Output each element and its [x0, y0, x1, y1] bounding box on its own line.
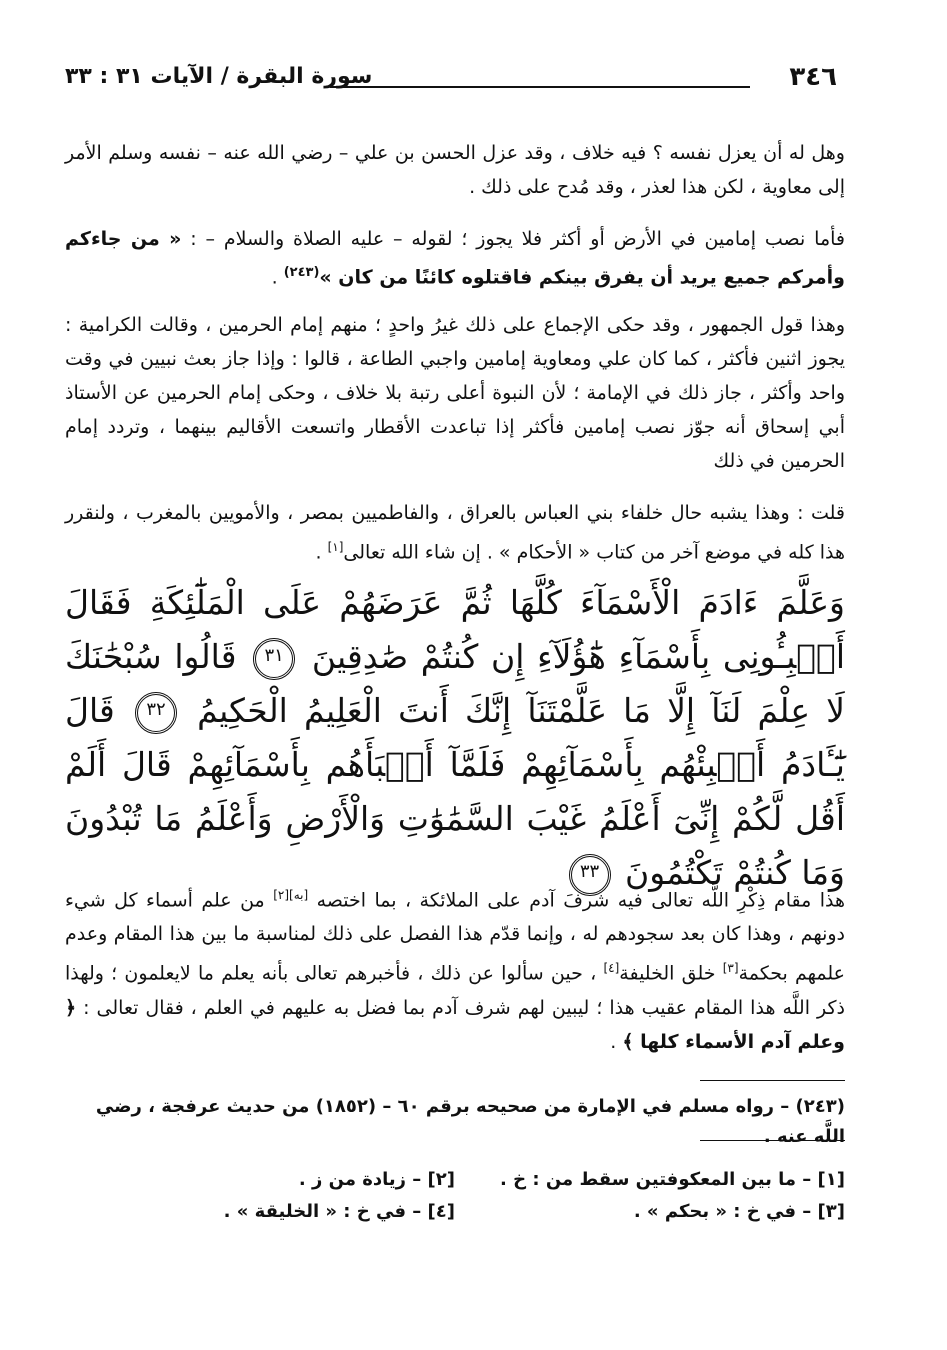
editorial-note-1: [١] – ما بين المعكوفتين سقط من : خ .: [500, 1169, 845, 1190]
editorial-note-3: [٣] – في خ : « بحكم » .: [633, 1201, 845, 1222]
tafsir-text: من علم أسماء كل شيء دونهم ، وهذا كان بعد سجودهم له ، وإنما قدّم هذا الفصل على ذلك لمناسبة ما بين هذا المقام وعدم علمهم بحكمة: [65, 889, 846, 985]
verse-33-text: قَالَ يَٰٓـَٔادَمُ أَنۢبِئْهُم بِأَسْمَآئِهِمْ فَلَمَّآ أَنۢبَأَهُم بِأَسْمَآئِهِمْ قَالَ أَلَمْ أَقُل لَّكُمْ إِنِّىٓ أَعْلَمُ غَيْبَ السَّمَٰوَٰتِ وَالْأَرْضِ وَأَعْلَمُ مَا تُبْدُونَ وَمَا كُنتُمْ تَكْتُمُونَ: [65, 691, 845, 892]
header-rule: [330, 86, 750, 88]
note-ref-4: [٤]: [603, 961, 620, 976]
quran-verses: [65, 576, 845, 900]
paragraph-text: قلت : وهذا يشبه حال خلفاء بني العباس بالعراق ، والفاطميين بمصر ، والأمويين بالمغرب ، ولنقرر هذا كله في موضع آخر من كتاب « الأحكام » . إن شاء الله تعالى: [65, 502, 845, 564]
paragraph-comment: قلت : وهذا يشبه حال خلفاء بني العباس بالعراق ، والفاطميين بمصر ، والأمويين بالمغرب ، ولنقرر هذا كله في موضع آخر من كتاب « الأحكام » . إن شاء الله تعالى[١] .: [65, 502, 845, 564]
quran-quote: ﴿ وعلم آدم الأسماء كلها ﴾: [65, 996, 845, 1053]
verse-32-text: قَالُوا سُبْحَٰنَكَ لَا عِلْمَ لَنَآ إِلَّا مَا عَلَّمْتَنَآ إِنَّكَ أَنتَ الْعَلِيمُ الْحَكِيمُ: [65, 637, 846, 730]
editorial-note-4: [٤] – في خ : « الخليقة » .: [223, 1201, 455, 1222]
note-ref-2: [به][٢]: [273, 888, 309, 902]
notes-divider: [700, 1140, 845, 1141]
paragraph-abdication: وهل له أن يعزل نفسه ؟ فيه خلاف ، وقد عزل الحسن بن علي – رضي الله عنه – نفسه وسلم الأمر إلى معاوية ، لكن هذا لعذر ، وقد مُدح على ذلك .: [65, 142, 845, 198]
tafsir-text: ، حين سألوا عن ذلك ، فأخبرهم تعالى بأنه يعلم ما لايعلمون ؛ ولهذا ذكر اللَّه هذا المقام عقيب هذا ؛ ليبين لهم شرف آدم بما فضل به عليهم في العلم ، فقال تعالى :: [65, 962, 845, 1019]
tafsir-text: هذا مقام ذِكْرِ اللَّه تعالى فيه شرفَ آدم على الملائكة ، بما اختصه: [316, 889, 846, 912]
note-ref-3: [٣]: [722, 961, 739, 976]
paragraph-two-imams: فأما نصب إمامين في الأرض أو أكثر فلا يجوز ؛ لقوله – عليه الصلاة والسلام – : « من جاءكم وأمركم جميع يريد أن يفرق بينكم فاقتلوه كائنًا من كان »$^{(٢٤٣)}$ .: [65, 228, 845, 289]
page-number: ٣٤٦: [789, 62, 837, 92]
page-header: [65, 62, 845, 98]
ayah-number-marker: ٣٢: [135, 692, 177, 734]
ayah-number-marker: ٣١: [253, 638, 295, 680]
hadith-ref: (٢٤٣): [283, 265, 320, 280]
tafsir-text: خلق الخليفة: [619, 962, 716, 985]
footnote-divider: [700, 1080, 845, 1081]
paragraph-majority-view: وهذا قول الجمهور ، وقد حكى الإجماع على ذلك غيرُ واحدٍ ؛ منهم إمام الحرمين ، وقالت الكرامية : يجوز اثنين فأكثر ، كما كان علي ومعاوية إمامين واجبي الطاعة ، قالوا : وإذا جاز بعث نبيين في وقت واحد وأكثر ، جاز ذلك في الإمامة ؛ لأن النبوة أعلى رتبة بلا خلاف ، وحكى إمام الحرمين عن الأستاذ أبي إسحاق أنه جوّز نصب إمامين فأكثر إذا تباعدت الأقطار واتسعت الأقاليم بينهما ، وتردد إمام الحرمين في ذلك: [65, 314, 845, 472]
editorial-note-2: [٢] – زيادة من ز .: [298, 1169, 455, 1190]
note-ref-1: [١]: [327, 540, 344, 554]
footnote-243: (٢٤٣) – رواه مسلم في الإمارة من صحيحه برقم ٦٠ – (١٨٥٢) من حديث عرفجة ، رضي اللَّه عنه .: [95, 1096, 845, 1147]
running-title: سورة البقرة / الآيات ٣١ : ٣٣: [65, 64, 373, 89]
hadith-quote: « من جاءكم وأمركم جميع يريد أن يفرق بينكم فاقتلوه كائنًا من كان »: [65, 228, 845, 289]
ayah-number-marker: ٣٣: [569, 854, 611, 896]
paragraph-text: فأما نصب إمامين في الأرض أو أكثر فلا يجوز ؛ لقوله – عليه الصلاة والسلام – :: [190, 228, 845, 250]
verse-31-text: وَعَلَّمَ ءَادَمَ الْأَسْمَآءَ كُلَّهَا ثُمَّ عَرَضَهُمْ عَلَى الْمَلَٰٓئِكَةِ فَقَالَ أَنۢبِـُٔونِى بِأَسْمَآءِ هَٰٓؤُلَآءِ إِن كُنتُمْ صَٰدِقِينَ: [65, 583, 845, 676]
paragraph-tafsir: هذا مقام ذِكْرِ اللَّه تعالى فيه شرفَ آدم على الملائكة ، بما اختصه [به][٢] من علم أسماء كل شيء دونهم ، وهذا كان بعد سجودهم له ، وإنما قدّم هذا الفصل على ذلك لمناسبة ما بين هذا المقام وعدم علمهم بحكمة[٣] خلق الخليفة[٤] ، حين سألوا عن ذلك ، فأخبرهم تعالى بأنه يعلم ما لايعلمون ؛ ولهذا ذكر اللَّه هذا المقام عقيب هذا ؛ ليبين لهم شرف آدم بما فضل به عليهم في العلم ، فقال تعالى : ﴿ وعلم آدم الأسماء كلها ﴾ .: [65, 888, 846, 1053]
